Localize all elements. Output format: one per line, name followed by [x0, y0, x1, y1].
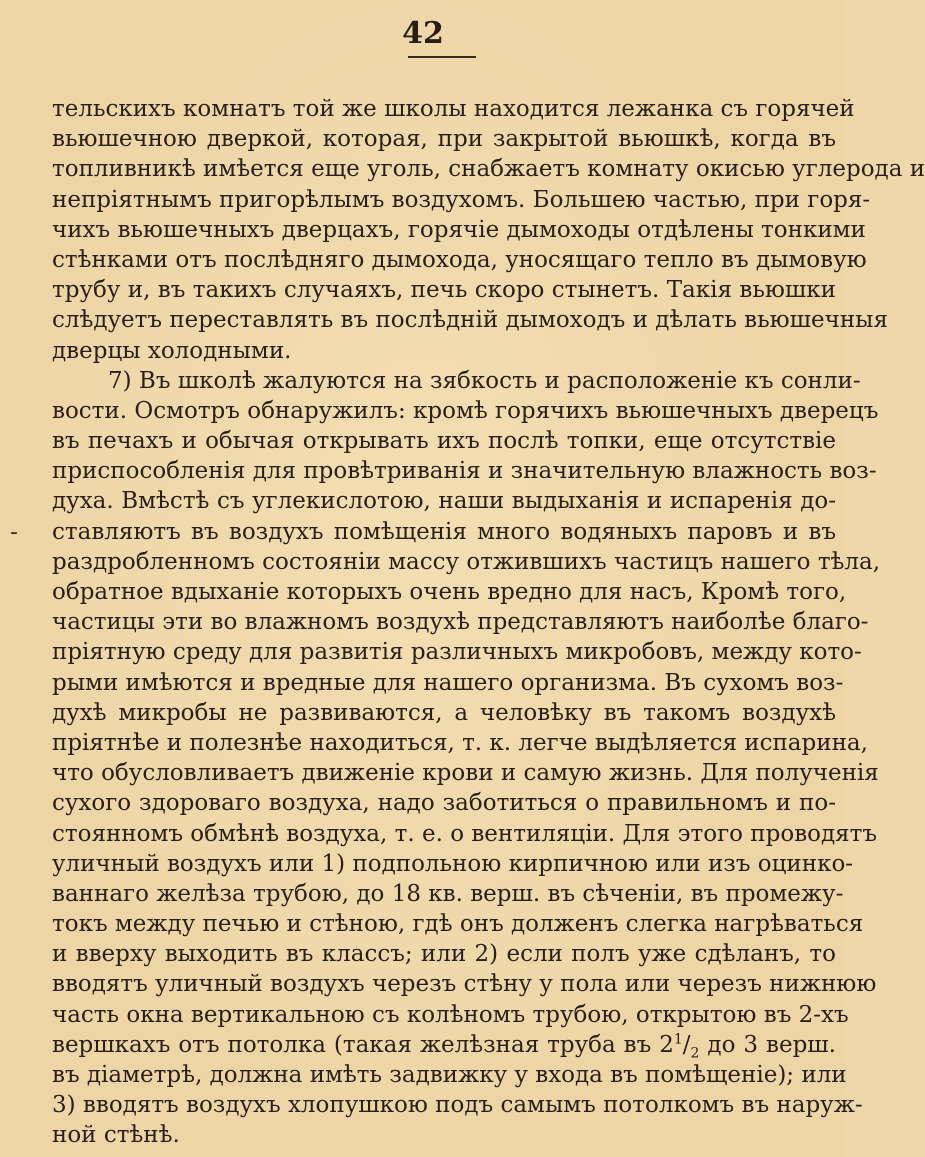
text-line: приспособленія для провѣтриванія и значительную влажность воз-	[52, 458, 877, 485]
body-text	[52, 94, 925, 1151]
text-line: ставляютъ въ воздухъ помѣщенія много водяныхъ паровъ и въ	[52, 518, 836, 545]
text-line: трубу и, въ такихъ случаяхъ, печь скоро стынетъ. Такія вьюшки	[52, 277, 836, 304]
text-line: уличный воздухъ или 1) подпольною кирпичною или изъ оцинко-	[52, 850, 854, 877]
text-line: частицы эти во влажномъ воздухѣ представляютъ наиболѣе благо-	[52, 609, 869, 636]
text-line: пріятнѣе и полезнѣе находиться, т. к. легче выдѣляется испарина,	[52, 729, 868, 756]
text-line-with-fraction: вершкахъ отъ потолка (такая желѣзная труба въ $2^1/_2$ до 3 верш.	[52, 1031, 836, 1062]
fraction-whole: 2	[659, 1031, 674, 1058]
page-number: 42	[402, 16, 444, 51]
text-line-paragraph-start: 7) Въ школѣ жалуются на зябкость и расположеніе къ сонли-	[108, 367, 861, 394]
text-line: въ діаметрѣ, должна имѣть задвижку у входа въ помѣщеніе); или	[52, 1062, 847, 1088]
text-line: чихъ вьюшечныхъ дверцахъ, горячіе дымоходы отдѣлены тонкими	[52, 216, 866, 243]
text-line: что обусловливаетъ движеніе крови и самую жизнь. Для полученія	[52, 760, 879, 787]
text-line: 3) вводятъ воздухъ хлопушкою подъ самымъ потолкомъ въ наруж-	[52, 1092, 863, 1119]
text-line: топливникѣ имѣется еще уголь, снабжаетъ комнату окисью углерода и	[52, 156, 925, 183]
text-line: раздробленномъ состояніи массу отжившихъ частицъ нашего тѣла,	[52, 548, 881, 575]
margin-mark: -	[10, 520, 18, 545]
text-line: токъ между печью и стѣною, гдѣ онъ долженъ слегка нагрѣваться	[52, 911, 864, 938]
text-line-paragraph-end: дверцы холодными.	[52, 337, 292, 364]
text-line: стоянномъ обмѣнѣ воздуха, т. е. о вентиляціи. Для этого проводятъ	[52, 820, 878, 847]
text-line: часть окна вертикальною съ колѣномъ трубою, открытою въ 2-хъ	[52, 1001, 849, 1028]
text-line: непріятнымъ пригорѣлымъ воздухомъ. Большею частью, при горя-	[52, 186, 871, 213]
text-line: вводятъ уличный воздухъ черезъ стѣну у пола или черезъ нижнюю	[52, 971, 877, 998]
text-line: тельскихъ комнатъ той же школы находится лежанка съ горячей	[52, 96, 855, 122]
fraction-numerator: 1	[673, 1031, 683, 1048]
text-line: и вверху выходить въ классъ; или 2) если полъ уже сдѣланъ, то	[52, 941, 836, 968]
text-line: вости. Осмотръ обнаружилъ: кромѣ горячихъ вьюшечныхъ дверецъ	[52, 397, 879, 424]
text-line: въ печахъ и обычая открывать ихъ послѣ топки, еще отсутствіе	[52, 428, 836, 455]
text-line: обратное вдыханіе которыхъ очень вредно для насъ, Кромѣ того,	[52, 579, 847, 605]
text-line: рыми имѣются и вредные для нашего организма. Въ сухомъ воз-	[52, 669, 844, 696]
text-line: слѣдуетъ переставлять въ послѣдній дымоходъ и дѣлать вьюшечныя	[52, 307, 888, 334]
text-line-paragraph-end: ной стѣнѣ.	[52, 1122, 180, 1149]
text-line: духѣ микробы не развиваются, а человѣку въ такомъ воздухѣ	[52, 699, 836, 726]
fraction-denominator: 2	[690, 1045, 700, 1062]
text-line: пріятную среду для развитія различныхъ микробовъ, между кото-	[52, 639, 862, 666]
text-line: духа. Вмѣстѣ съ углекислотою, наши выдыханія и испаренія до-	[52, 488, 836, 515]
page-number-underline	[408, 56, 476, 58]
fraction-after: до 3 верш.	[699, 1031, 836, 1058]
text-line: ваннаго желѣза трубою, до 18 кв. верш. въ сѣченіи, въ промежу-	[52, 880, 844, 907]
fraction-before: вершкахъ отъ потолка (такая желѣзная труба въ	[52, 1031, 660, 1058]
text-line: сухого здороваго воздуха, надо заботиться о правильномъ и по-	[52, 790, 836, 817]
text-line: стѣнками отъ послѣдняго дымохода, уносящаго тепло въ дымовую	[52, 246, 867, 273]
text-line: вьюшечною дверкой, которая, при закрытой вьюшкѣ, когда въ	[52, 126, 836, 153]
